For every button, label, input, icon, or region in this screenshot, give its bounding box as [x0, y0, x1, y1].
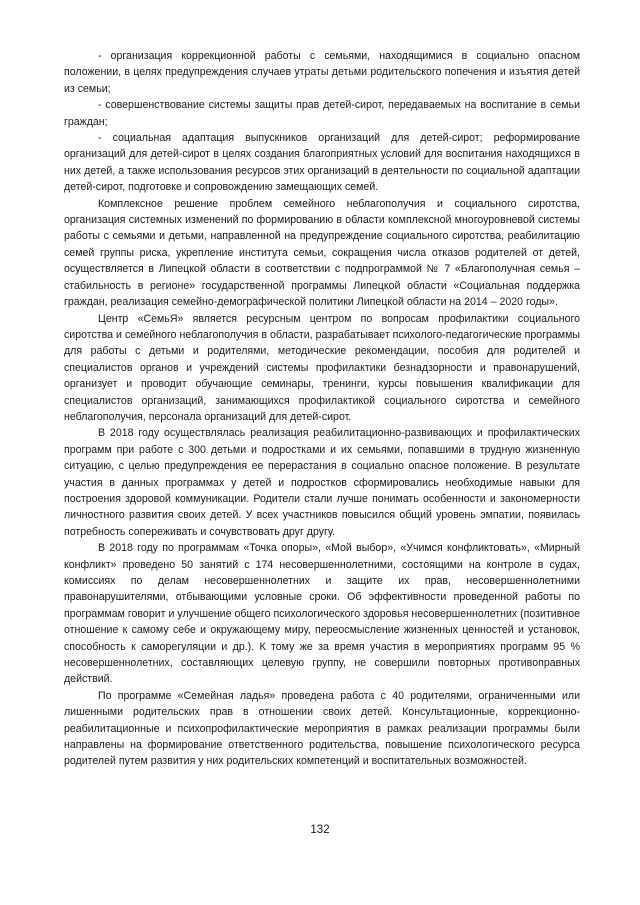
paragraph-complex-solution: Комплексное решение проблем семейного неблагополучия и социального сиротства, организация системных изменений по формированию в области комплексной многоуровневой системы работы с семьями и детьми, направленной на предупреждение социального сиротства, реабилитацию семей группы риска, укрепление института семьи, сокращения числа отказов родителей от детей, осуществляется в Липецкой области в соответствии с подпрограммой № 7 «Благополучная семья – стабильность в регионе» государственной программы Липецкой области «Социальная поддержка граждан, реализация семейно-демографической политики Липецкой области на 2014 – 2020 годы».: [64, 197, 580, 309]
page-number: 132: [310, 824, 330, 836]
document-body: [64, 48, 580, 770]
bullet-paragraph-family-correction: - организация коррекционной работы с семьями, находящимися в социально опасном положении, в целях предупреждения случаев утраты детьми родительского попечения и изъятия детей из семьи;: [64, 50, 580, 95]
paragraph-center-semya: Центр «СемьЯ» является ресурсным центром по вопросам профилактики социального сиротства и семейного неблагополучия в области, разрабатывает психолого-педагогические программы для работы с детьми и родителями, методические рекомендации, пособия для родителей и специалистов органов и учреждений системы профилактики безнадзорности и правонарушений, организует и проводит обучающие семинары, тренинги, курсы повышения квалификации для специалистов организаций, занимающихся профилактикой социального сиротства и семейного неблагополучия, персонала организаций для детей-сирот.: [64, 312, 580, 423]
paragraph-2018-programs: В 2018 году по программам «Точка опоры», «Мой выбор», «Учимся конфликтовать», «Мирный конфликт» проведено 50 занятий с 174 несовершеннолетними, состоящими на контроле в судах, комиссиях по делам несовершеннолетних и защите их прав, несовершеннолетними правонарушителями, отбывающими условные сроки. Об эффективности проведенной работы по программам говорит и улучшение общего психологического здоровья несовершеннолетних (позитивное отношение к самому себе и окружающему миру, переосмысление жизненных ценностей и установок, способность к саморегуляции и др.). К тому же за время участия в мероприятиях программ 95 % несовершеннолетних, составляющих целевую группу, не совершили повторных противоправных действий.: [64, 542, 580, 686]
paragraph-family-boat-program: По программе «Семейная ладья» проведена работа с 40 родителями, ограниченными или лишенными родительских прав в отношении своих детей. Консультационные, коррекционно-реабилитационные и психопрофилактические мероприятия в рамках реализации программы были направлены на формирование ответственного родительства, повышение психологического ресурса родителей путем развития у них родительских компетенций и воспитательных возможностей.: [64, 689, 580, 768]
paragraph-2018-rehabilitation: В 2018 году осуществлялась реализация реабилитационно-развивающих и профилактических программ при работе с 300 детьми и подростками и их семьями, попавшими в трудную жизненную ситуацию, с целью предупреждения ее перерастания в социально опасное положение. В результате участия в данных программах у детей и подростков сформировались необходимые навыки для построения здоровой коммуникации. Родители стали лучше понимать особенности и закономерности личностного развития своих детей. У всех участников повысился общий уровень эмпатии, появилась потребность сопереживать и сочувствовать друг другу.: [64, 427, 580, 538]
bullet-paragraph-orphan-rights: - совершенствование системы защиты прав детей-сирот, передаваемых на воспитание в семьи граждан;: [64, 99, 580, 128]
bullet-paragraph-social-adaptation: - социальная адаптация выпускников организаций для детей-сирот; реформирование организаций для детей-сирот в целях создания благоприятных условий для воспитания находящихся в них детей, а также использования ресурсов этих организаций в деятельности по социальной адаптации детей-сирот, подготовке и сопровождению замещающих семей.: [64, 132, 580, 194]
